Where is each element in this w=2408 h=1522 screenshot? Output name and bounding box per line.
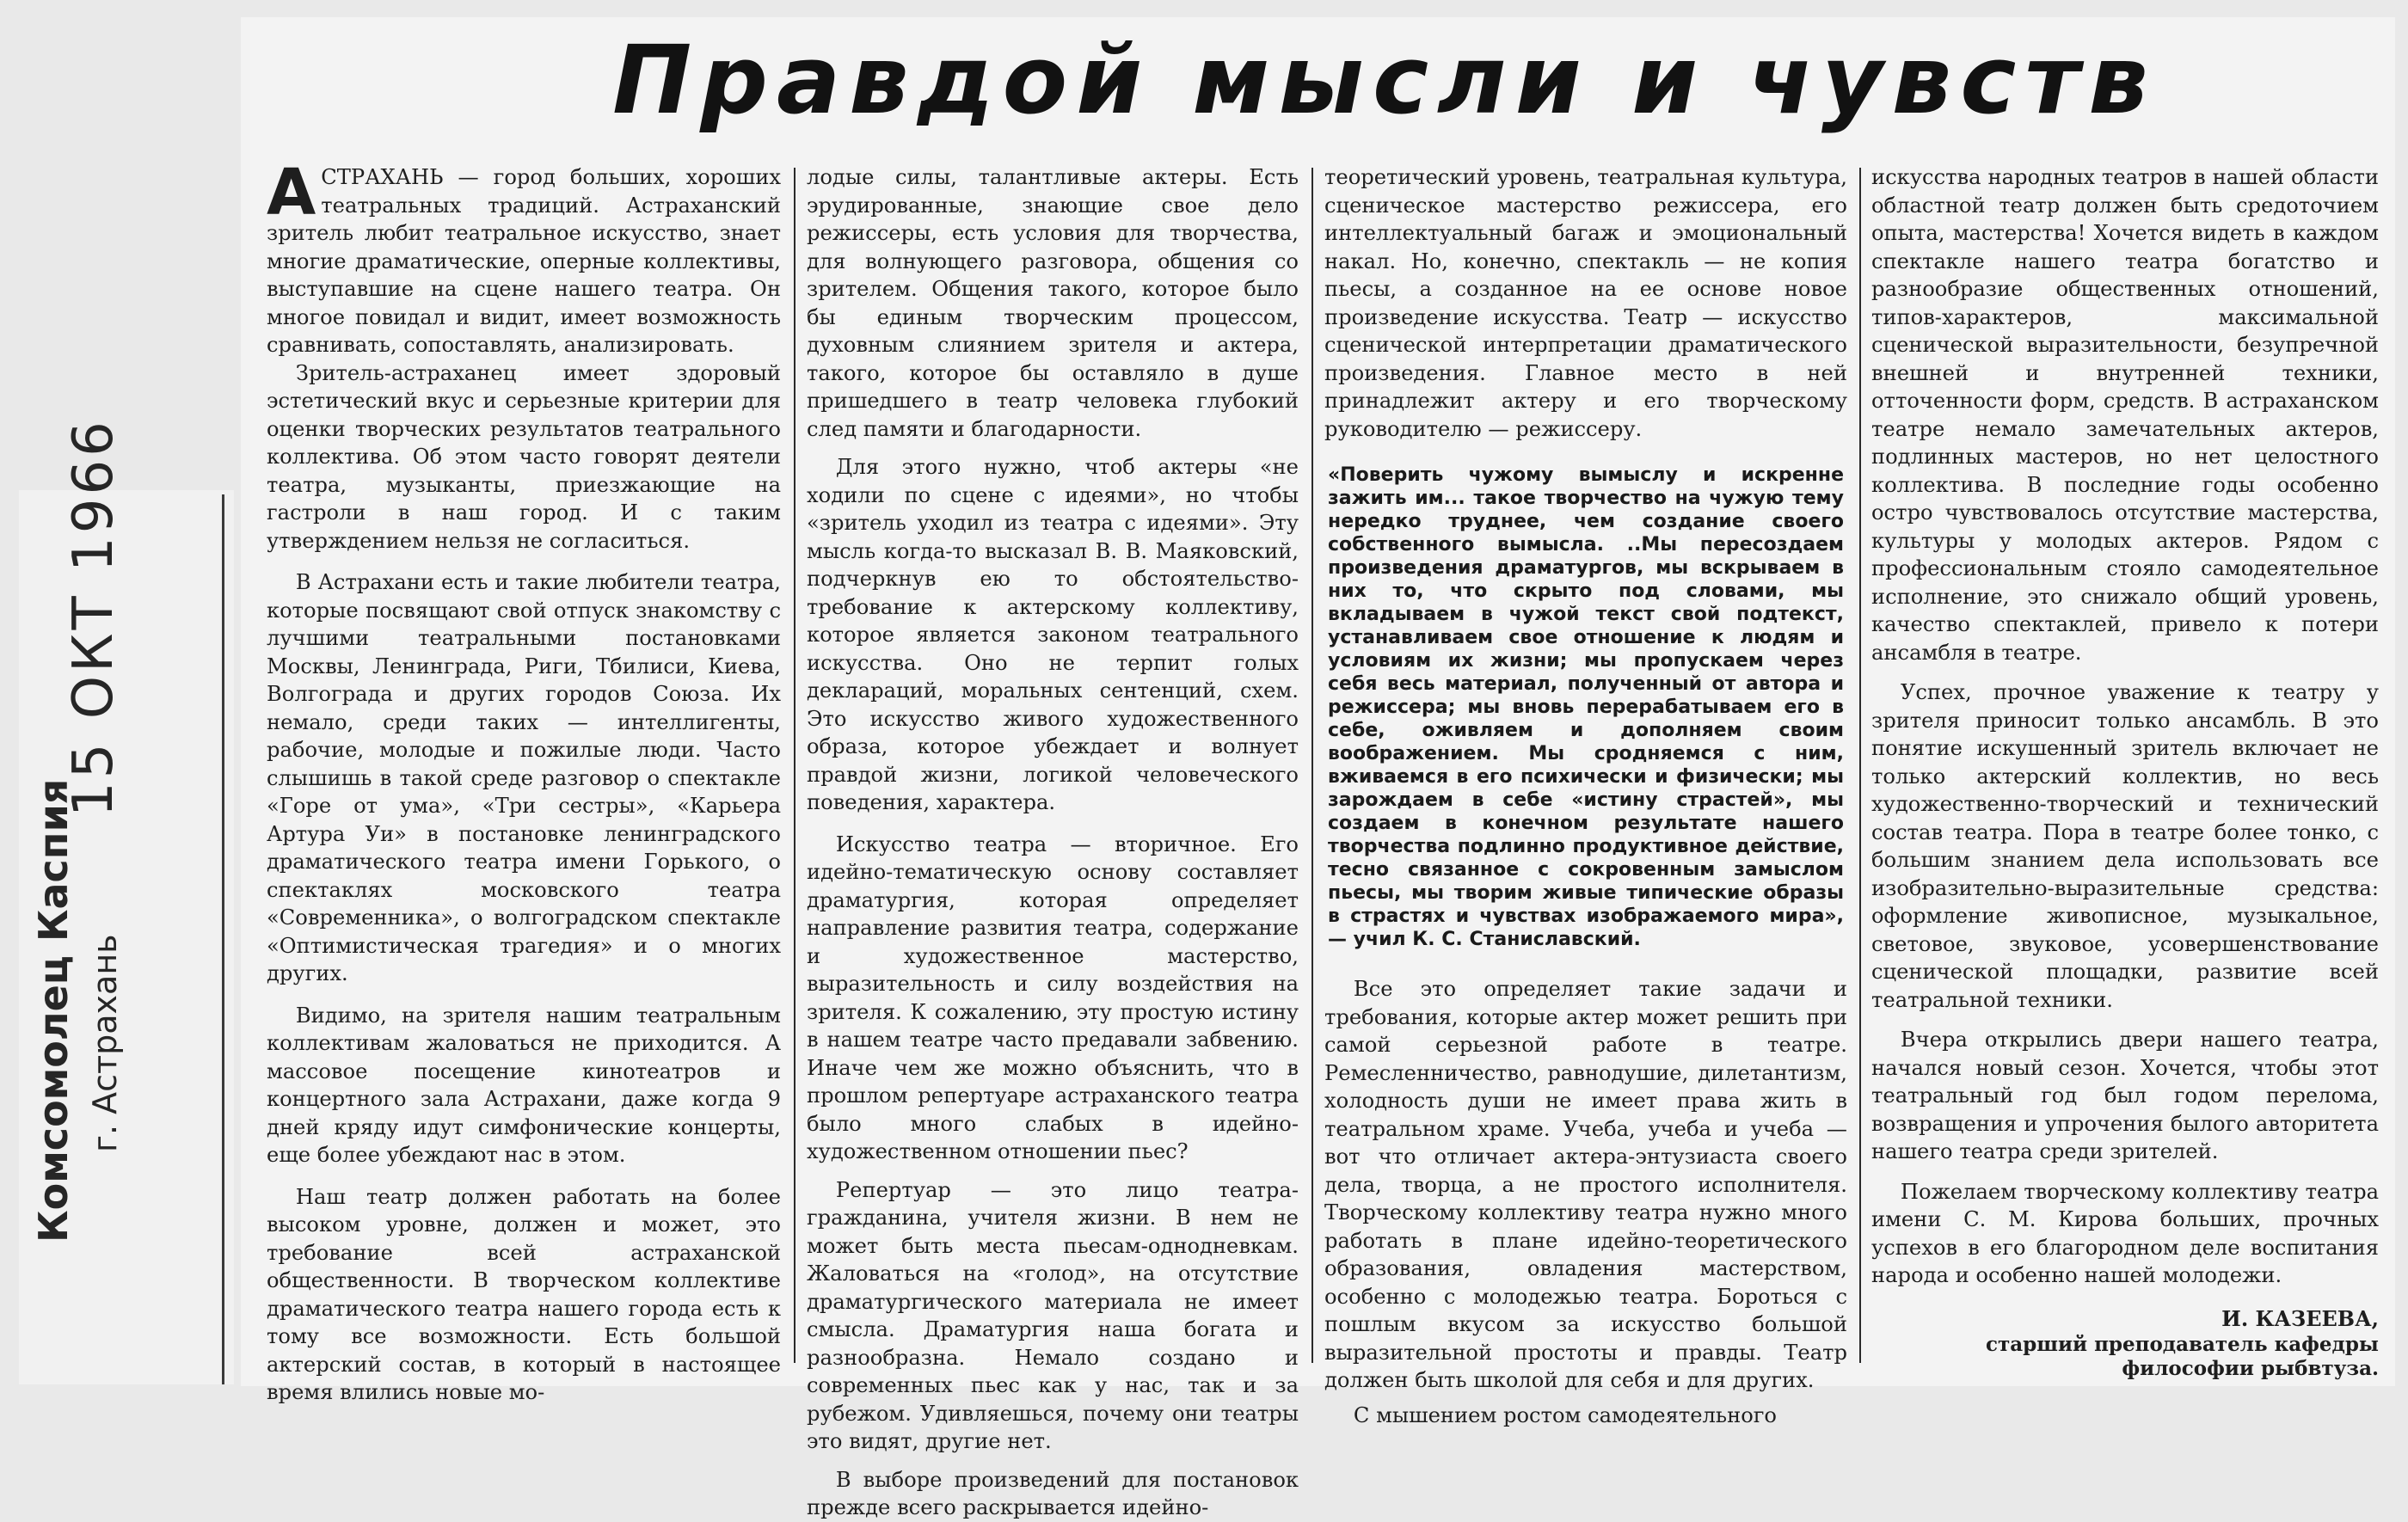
- article-column-1: [267, 156, 781, 1404]
- newspaper-name: Комсомолец Каспия: [30, 778, 77, 1243]
- paragraph: С мышением ростом самодеятельного: [1353, 1402, 1777, 1427]
- paragraph: Все это определяет такие задачи и требования, которые актер может решить при самой серьезной работе в театре. Ремесленничество, равнодушие, дилетантизм, холодность души не имеет права жить в театральном храме. Учеба, учеба и учеба — вот что отличает актера-энтузиаста своего дела, творца, а не простого исполнителя. Творческому коллективу театра нужно много работать в плане идейно-теоретического образования, овладения мастерством, особенно с молодежью театра. Бороться с пошлым вкусом за искусство большой выразительной простоты и правды. Театр должен быть школой для себя и для других.: [1324, 977, 1847, 1392]
- paragraph: Видимо, на зрителя нашим театральным коллективам жаловаться не приходится. А массовое посещение кинотеатров и концертного зала Астрахани, даже когда 9 дней кряду идут симфонические концерты, еще более убеждают нас в этом.: [267, 1003, 781, 1167]
- paragraph: лодые силы, талантливые актеры. Есть эрудированные, знающие свое дело режиссеры, есть условия для творчества, для волнующего разговора, общения со зрителем. Общения такого, которое было бы единым творческим процессом, духовным слиянием зрителя и актера, такого, которое бы оставляло в душе пришедшего в театр человека глубокий след памяти и благодарности.: [807, 165, 1299, 441]
- paragraph: Успех, прочное уважение к театру у зрителя приносит только ансамбль. В это понятие искушенный зритель включает не только актерский коллектив, но весь художественно-творческий и технический состав театра. Пора в театре более тонко, с большим знанием дела использовать все изобразительно-выразительные средства: оформление живописное, музыкальное, световое, звуковое, усовершенствование сценической площадки, развитие всей театральной техники.: [1871, 680, 2379, 1012]
- paragraph: АСТРАХАНЬ — город больших, хороших театральных традиций. Астраханский зритель любит театральное искусство, знает многие драматические, оперные коллективы, выступавшие на сцене нашего театра. Он многое повидал и видит, имеет возможность сравнивать, сопоставлять, анализировать.: [267, 156, 781, 357]
- date-stamp: 15 ОКТ 1966: [62, 418, 126, 817]
- article-column-3: [1324, 163, 1847, 1427]
- paragraph: теоретический уровень, театральная культура, сценическое мастерство режиссера, его интеллектуальный багаж и эмоциональный накал. Но, конечно, спектакль — не копия пьесы, а созданное на ее основе новое произведение искусства. Театр — искусство сценической интерпретации драматического произведения. Главное место в ней принадлежит актеру и его творческому руководителю — режиссеру.: [1324, 165, 1847, 441]
- article-column-4: [1871, 163, 2379, 1380]
- paragraph: Зритель-астраханец имеет здоровый эстетический вкус и серьезные критерии для оценки творческих результатов театрального коллектива. Об этом часто говорят деятели театра, музыканты, приезжающие на гастроли в наш город. И с таким утверждением нельзя не согласиться.: [267, 360, 781, 553]
- stub-divider: [222, 494, 224, 1384]
- author-role: старший преподаватель кафедры философии рыбвтуза.: [1985, 1333, 2379, 1380]
- paragraph: Репертуар — это лицо театра-гражданина, учителя жизни. В нем не может быть места пьесам-однодневкам. Жаловаться на «голод», на отсутствие драматургического материала не имеет смысла. Драматургия наша богата и разнообразна. Немало создано и современных пьес как у нас, так и за рубежом. Удивляешься, почему они театры это видят, другие нет.: [807, 1177, 1299, 1453]
- paragraph: В выборе произведений для постановок прежде всего раскрывается идейно-: [807, 1467, 1299, 1519]
- paragraph: Вчера открылись двери нашего театра, начался новый сезон. Хочется, чтобы этот театральный год был годом перелома, возвращения и упрочения былого авторитета нашего театра среди зрителей.: [1871, 1028, 2379, 1163]
- author-name: И. КАЗЕЕВА,: [2221, 1305, 2379, 1331]
- paragraph: Для этого нужно, чтоб актеры «не ходили по сцене с идеями», но чтобы «зритель уходил из театра с идеями». Эту мысль когда-то высказал В. В. Маяковский, подчеркнув ею то обстоятельство-требование к актерскому коллективу, которое является законом театрального искусства. Оно не терпит голых деклараций, моральных сентенций, схем. Это искусство живого художественного образа, которое убеждает и волнует правдой жизни, логикой человеческого поведения, характера.: [807, 455, 1299, 814]
- paragraph: Наш театр должен работать на более высоком уровне, должен и может, это требование всей астраханской общественности. В творческом коллективе драматического театра нашего города есть к тому все возможности. Есть большой актерский состав, в который в настоящее время влились новые мо-: [267, 1184, 781, 1404]
- stanislavsky-quote: «Поверить чужому вымыслу и искренне зажить им... такое творчество на чужую тему нередко труднее, чем создание своего собственного вымысла. ..Мы пересоздаем произведения драматургов, мы вскрываем в них то, что скрыто под словами, мы вкладываем в чужой текст свой подтекст, устанавливаем свое отношение к людям и условиям их жизни; мы пропускаем через себя весь материал, полученный от автора и режиссера; мы вновь перерабатываем его в себе, оживляем и дополняем своим воображением. Мы сродняемся с ним, вживаемся в его психически и физически; мы зарождаем в себе «истину страстей», мы создаем в конечном результате нашего творчества подлинно продуктивное действие, тесно связанное с сокровенным замыслом пьесы, мы творим живые типические образы в страстях и чувствах изображаемого мира», — учил К. С. Станиславский.: [1328, 464, 1844, 950]
- column-rule-3: [1859, 168, 1861, 1363]
- paragraph: Пожелаем творческому коллективу театра имени С. М. Кирова больших, прочных успехов в его благородном деле воспитания народа и особенно нашей молодежи.: [1871, 1179, 2379, 1287]
- paragraph: В Астрахани есть и такие любители театра, которые посвящают свой отпуск знакомству с лучшими театральными постановками Москвы, Ленинграда, Риги, Тбилиси, Киева, Волгограда и других городов Союза. Их немало, среди таких — интеллигенты, рабочие, молодые и пожилые люди. Часто слышишь в такой среде разговор о спектакле «Горе от ума», «Три сестры», «Карьера Артура Уи» в постановке ленинградского драматического театра имени Горького, о спектаклях московского театра «Современника», о волгоградском спектакле «Оптимистическая трагедия» и о многих других.: [267, 570, 781, 985]
- paragraph: Искусство театра — вторичное. Его идейно-тематическую основу составляет драматургия, которая определяет направление развития театра, содержание и художественное мастерство, выразительность и силу воздействия на зрителя. К сожалению, эту простую истину в нашем театре часто предавали забвению. Иначе чем же можно объяснить, что в прошлом репертуаре астраханского театра было много слабых в идейно-художественном отношении пьес?: [807, 832, 1299, 1163]
- article-column-2: [807, 163, 1299, 1519]
- newspaper-city: г. Астрахань: [86, 934, 124, 1152]
- dropcap: А: [267, 156, 316, 230]
- column-rule-2: [1312, 168, 1313, 1363]
- paragraph: искусства народных театров в нашей области областной театр должен быть средоточием опыта, мастерства! Хочется видеть в каждом спектакле нашего театра богатство и разнообразие общественных отношений, типов-характеров, максимальной сценической выразительности, безупречной внешней и внутренней техники, отточенности форм, средств. В астраханском театре немало замечательных актеров, подлинных мастеров, но нет целостного коллектива. В последние годы особенно остро чувствовалось отсутствие мастерства, культуры у молодых актеров. Рядом с профессиональным стояло самодеятельное исполнение, это снижало общий уровень, качество спектаклей, привело к потери ансамбля в театре.: [1871, 165, 2379, 665]
- article-headline: Правдой мысли и чувств: [612, 25, 2157, 135]
- column-rule-1: [794, 168, 796, 1363]
